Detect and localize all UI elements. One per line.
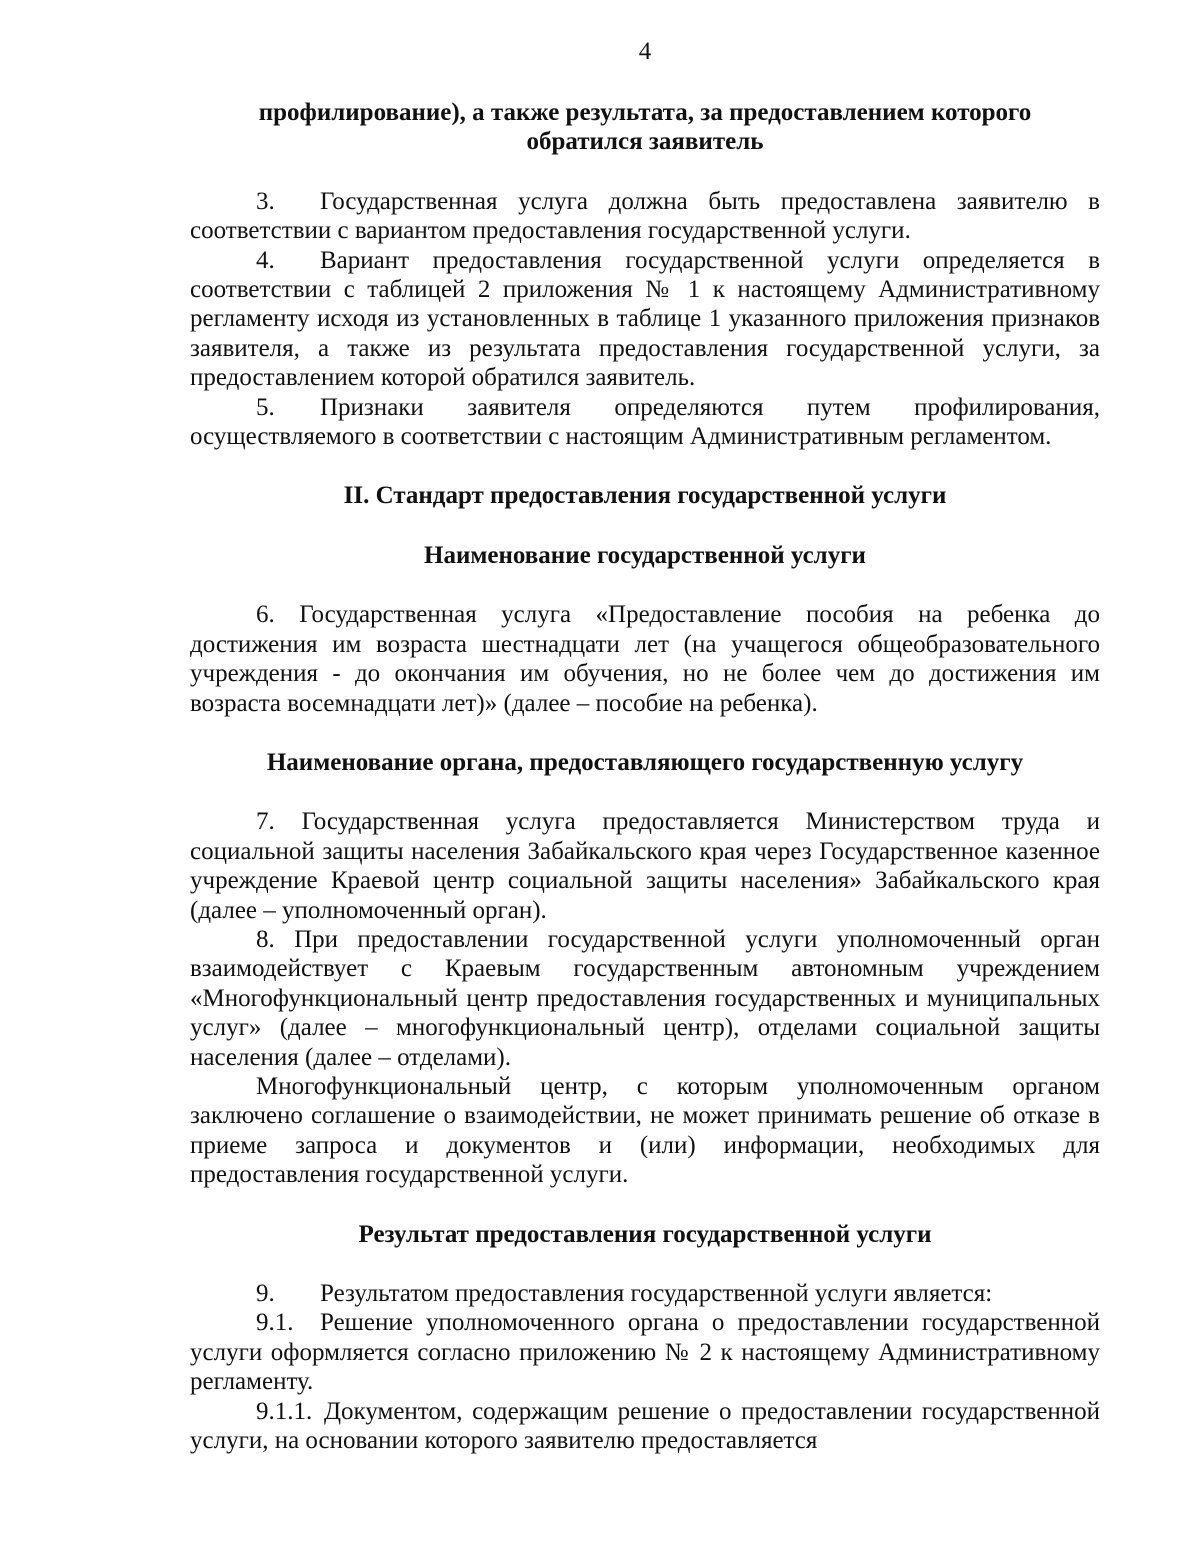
- section-2-title: II. Стандарт предоставления государственной услуги: [343, 482, 947, 510]
- spacer: [190, 718, 1100, 748]
- spacer: [190, 570, 1100, 600]
- heading-intro-line2: обратился заявитель: [526, 128, 764, 156]
- spacer: [190, 1190, 1100, 1220]
- spacer: [190, 511, 1100, 541]
- paragraph-3-text: Государственная услуга должна быть предоставлена заявителю в соответствии с вариантом предоставления государственной услуги.: [190, 187, 1100, 245]
- page-number: 4: [638, 38, 652, 65]
- paragraph-9-1-1-number: 9.1.1.: [256, 1397, 313, 1425]
- paragraph-8-continuation: Многофункциональный центр, с которым уполномоченным органом заключено соглашение о взаимодействии, не может принимать решение об отказе в приеме запроса и документов и (или) информации, необходимых для предоставления государственной услуги.: [190, 1072, 1100, 1189]
- paragraph-9-1-1: [190, 1397, 1100, 1456]
- heading-result: Результат предоставления государственной услуги: [358, 1220, 932, 1248]
- spacer: [190, 68, 1100, 98]
- paragraph-9-1-1-text: Документом, содержащим решение о предоставлении государственной услуги, на основании которого заявителю предоставляется: [190, 1397, 1100, 1455]
- heading-service-name: Наименование государственной услуги: [424, 541, 866, 569]
- paragraph-6: 6. Государственная услуга «Предоставление пособия на ребенка до достижения им возраста шестнадцати лет (на учащегося общеобразовательного учреждения - до окончания им обучения, но не более чем до достижения им возраста восемнадцати лет)» (далее – пособие на ребенка).: [190, 601, 1100, 717]
- paragraph-4-text: Вариант предоставления государственной услуги определяется в соответствии с таблицей 2 приложения № 1 к настоящему Административному регламенту исходя из установленных в таблице 1 указанного приложения признаков заявителя, а также из результата предоставления государственной услуги, за предоставлением которой обратился заявитель.: [190, 246, 1100, 392]
- paragraph-9-1-number: 9.1.: [256, 1309, 294, 1337]
- paragraph-5-number: 5.: [256, 393, 275, 421]
- paragraph-5-text: Признаки заявителя определяются путем профилирования, осуществляемого в соответствии с настоящим Административным регламентом.: [190, 393, 1100, 451]
- paragraph-5: [190, 393, 1100, 452]
- paragraph-4: [190, 246, 1100, 393]
- paragraph-9-1: [190, 1308, 1100, 1396]
- paragraph-9-number: 9.: [256, 1280, 275, 1307]
- heading-intro: [190, 98, 1100, 157]
- paragraph-8: 8. При предоставлении государственной услуги уполномоченный орган взаимодействует с Краевым государственным автономным учреждением «Многофункциональный центр предоставления государственных и муниципальных услуг» (далее – многофункциональный центр), отделами социальной защиты населения (далее – отделами).: [190, 925, 1100, 1071]
- spacer: [190, 157, 1100, 187]
- heading-intro-line1: профилирование), а также результата, за предоставлением которого: [258, 99, 1032, 126]
- paragraph-9-text: Результатом предоставления государственной услуги является:: [320, 1280, 993, 1307]
- paragraph-3: [190, 187, 1100, 246]
- spacer: [190, 451, 1100, 481]
- spacer: [190, 777, 1100, 807]
- paragraph-7: 7. Государственная услуга предоставляется Министерством труда и социальной защиты населения Забайкальского края через Государственное казенное учреждение Краевой центр социальной защиты населения» Забайкальского края (далее – уполномоченный орган).: [190, 808, 1100, 924]
- paragraph-9: [190, 1279, 1100, 1308]
- heading-authority: Наименование органа, предоставляющего государственную услугу: [266, 748, 1024, 776]
- paragraph-4-number: 4.: [256, 246, 275, 274]
- paragraph-3-number: 3.: [256, 187, 275, 215]
- spacer: [190, 1249, 1100, 1279]
- paragraph-9-1-text: Решение уполномоченного органа о предоставлении государственной услуги оформляется согласно приложению № 2 к настоящему Административному регламенту.: [190, 1309, 1100, 1396]
